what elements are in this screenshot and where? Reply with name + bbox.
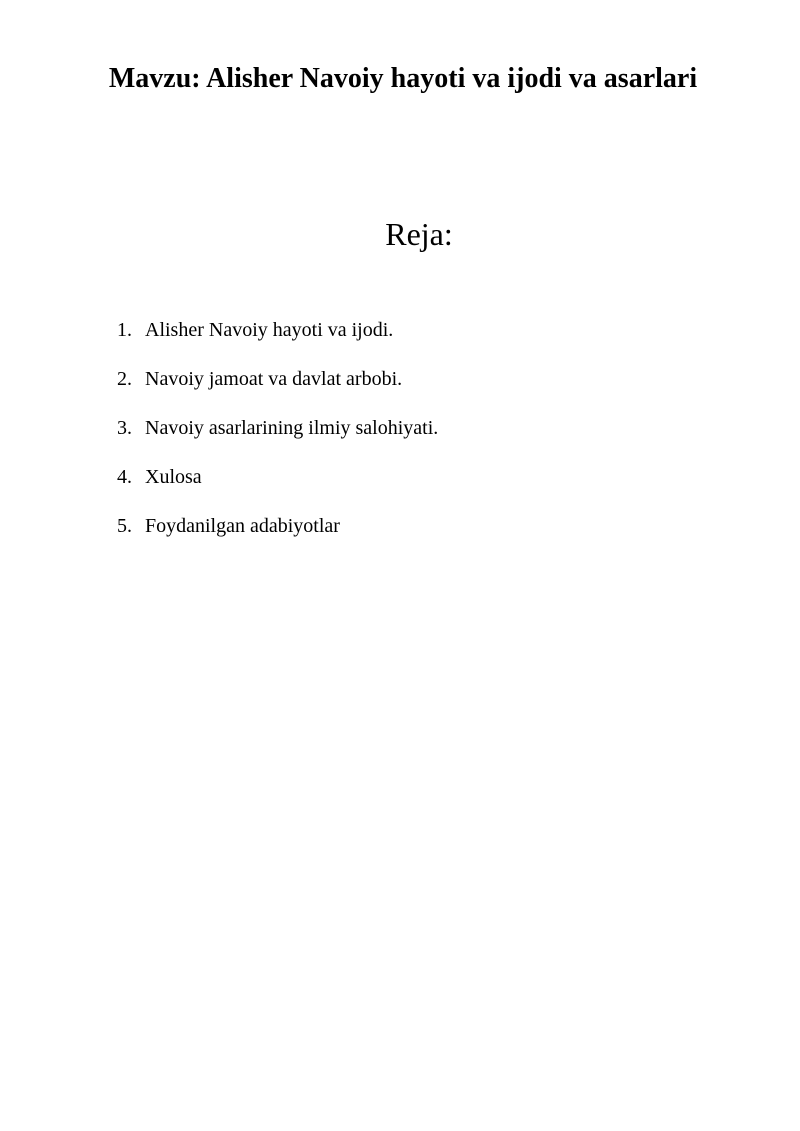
document-title: Mavzu: Alisher Navoiy hayoti va ijodi va asarlari (108, 63, 698, 94)
plan-item-text: Navoiy asarlarining ilmiy salohiyati. (145, 417, 439, 439)
plan-item-number: 4. (117, 466, 132, 488)
plan-list (117, 315, 438, 560)
plan-item-number: 5. (117, 515, 132, 537)
plan-item-4 (117, 462, 438, 511)
plan-item-text: Xulosa (145, 466, 202, 488)
plan-item-number: 3. (117, 417, 132, 439)
plan-item-text: Navoiy jamoat va davlat arbobi. (145, 368, 403, 390)
plan-item-number: 2. (117, 368, 132, 390)
plan-heading: Reja: (385, 216, 453, 252)
plan-item-2 (117, 364, 438, 413)
plan-item-text: Alisher Navoiy hayoti va ijodi. (145, 319, 394, 341)
plan-item-text: Foydanilgan adabiyotlar (145, 515, 340, 537)
plan-item-3 (117, 413, 438, 462)
plan-item-number: 1. (117, 319, 132, 341)
plan-item-5 (117, 511, 438, 560)
plan-item-1 (117, 315, 438, 364)
